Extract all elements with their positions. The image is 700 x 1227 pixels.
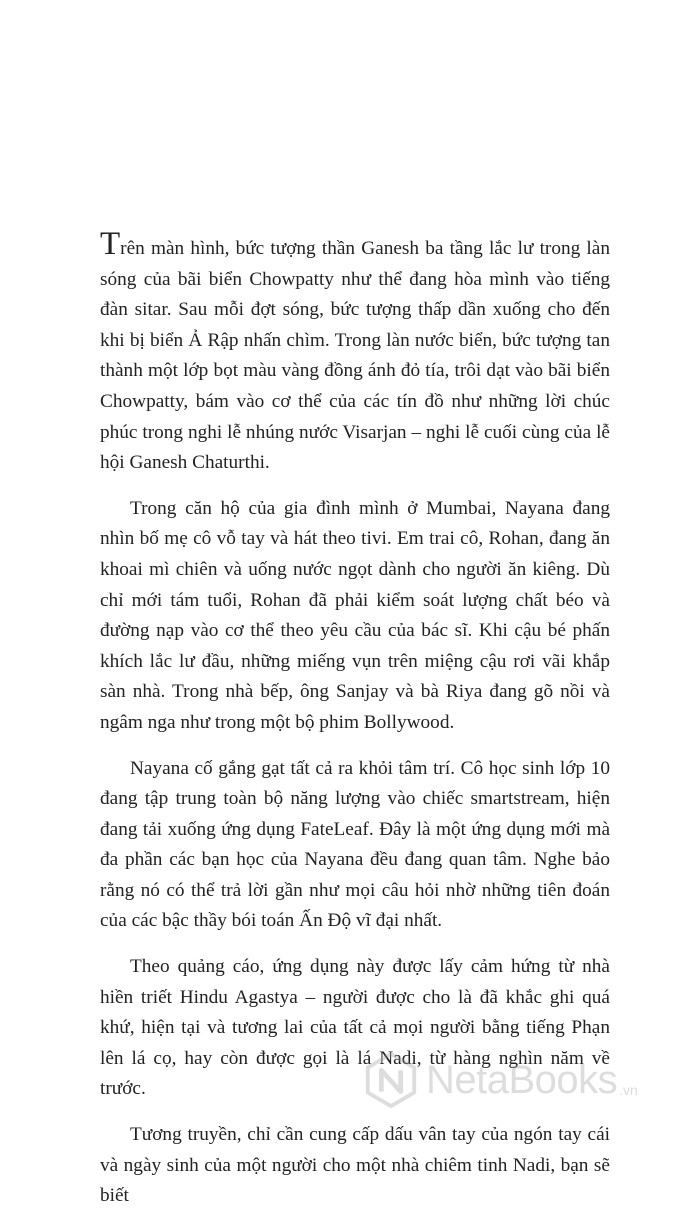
paragraph-1 [100,228,610,479]
paragraph-1-text: rên màn hình, bức tượng thần Ganesh ba tầng lắc lư trong làn sóng của bãi biển Chowpatty như thể đang hòa mình vào tiếng đàn sitar. Sau mỗi đợt sóng, bức tượng thấp dần xuống cho đến khi bị biển Ả Rập nhấn chìm. Trong làn nước biển, bức tượng tan thành một lớp bọt màu vàng đồng ánh đỏ tía, trôi dạt vào bãi biển Chowpatty, bám vào cơ thể của các tín đồ như những lời chúc phúc trong nghi lễ nhúng nước Visarjan – nghi lễ cuối cùng của lễ hội Ganesh Chaturthi. [100,238,610,474]
paragraph-4: Theo quảng cáo, ứng dụng này được lấy cảm hứng từ nhà hiền triết Hindu Agastya – người được cho là đã khắc ghi quá khứ, hiện tại và tương lai của tất cả mọi người bằng tiếng Phạn lên lá cọ, hay còn được gọi là lá Nadi, từ hàng nghìn năm về trước. [100,956,610,1100]
paragraph-2: Trong căn hộ của gia đình mình ở Mumbai, Nayana đang nhìn bố mẹ cô vỗ tay và hát theo tivi. Em trai cô, Rohan, đang ăn khoai mì chiên và uống nước ngọt dành cho người ăn kiêng. Dù chỉ mới tám tuổi, Rohan đã phải kiểm soát lượng chất béo và đường nạp vào cơ thể theo yêu cầu của bác sĩ. Khi cậu bé phấn khích lắc lư đầu, những miếng vụn trên miệng cậu rơi vãi khắp sàn nhà. Trong nhà bếp, ông Sanjay và bà Riya đang gõ nồi và ngâm nga như trong một bộ phim Bollywood. [100,497,610,733]
netabooks-watermark [362,1048,700,1112]
paragraph-5: Tương truyền, chỉ cần cung cấp dấu vân tay của ngón tay cái và ngày sinh của một người cho một nhà chiêm tinh Nadi, bạn sẽ biết [100,1124,610,1207]
paragraph-3: Nayana cố gắng gạt tất cả ra khỏi tâm trí. Cô học sinh lớp 10 đang tập trung toàn bộ năng lượng vào chiếc smartstream, hiện đang tải xuống ứng dụng FateLeaf. Đây là một ứng dụng mới mà đa phần các bạn học của Nayana đều đang quan tâm. Nghe bảo rằng nó có thể trả lời gần như mọi câu hỏi nhờ những tiên đoán của các bậc thầy bói toán Ấn Độ vĩ đại nhất. [100,757,610,932]
netabooks-n-logo-icon [362,1051,420,1109]
watermark-text: NetaBooks [426,1058,618,1102]
drop-cap: T [100,226,121,262]
watermark-suffix: .vn [619,1082,638,1098]
